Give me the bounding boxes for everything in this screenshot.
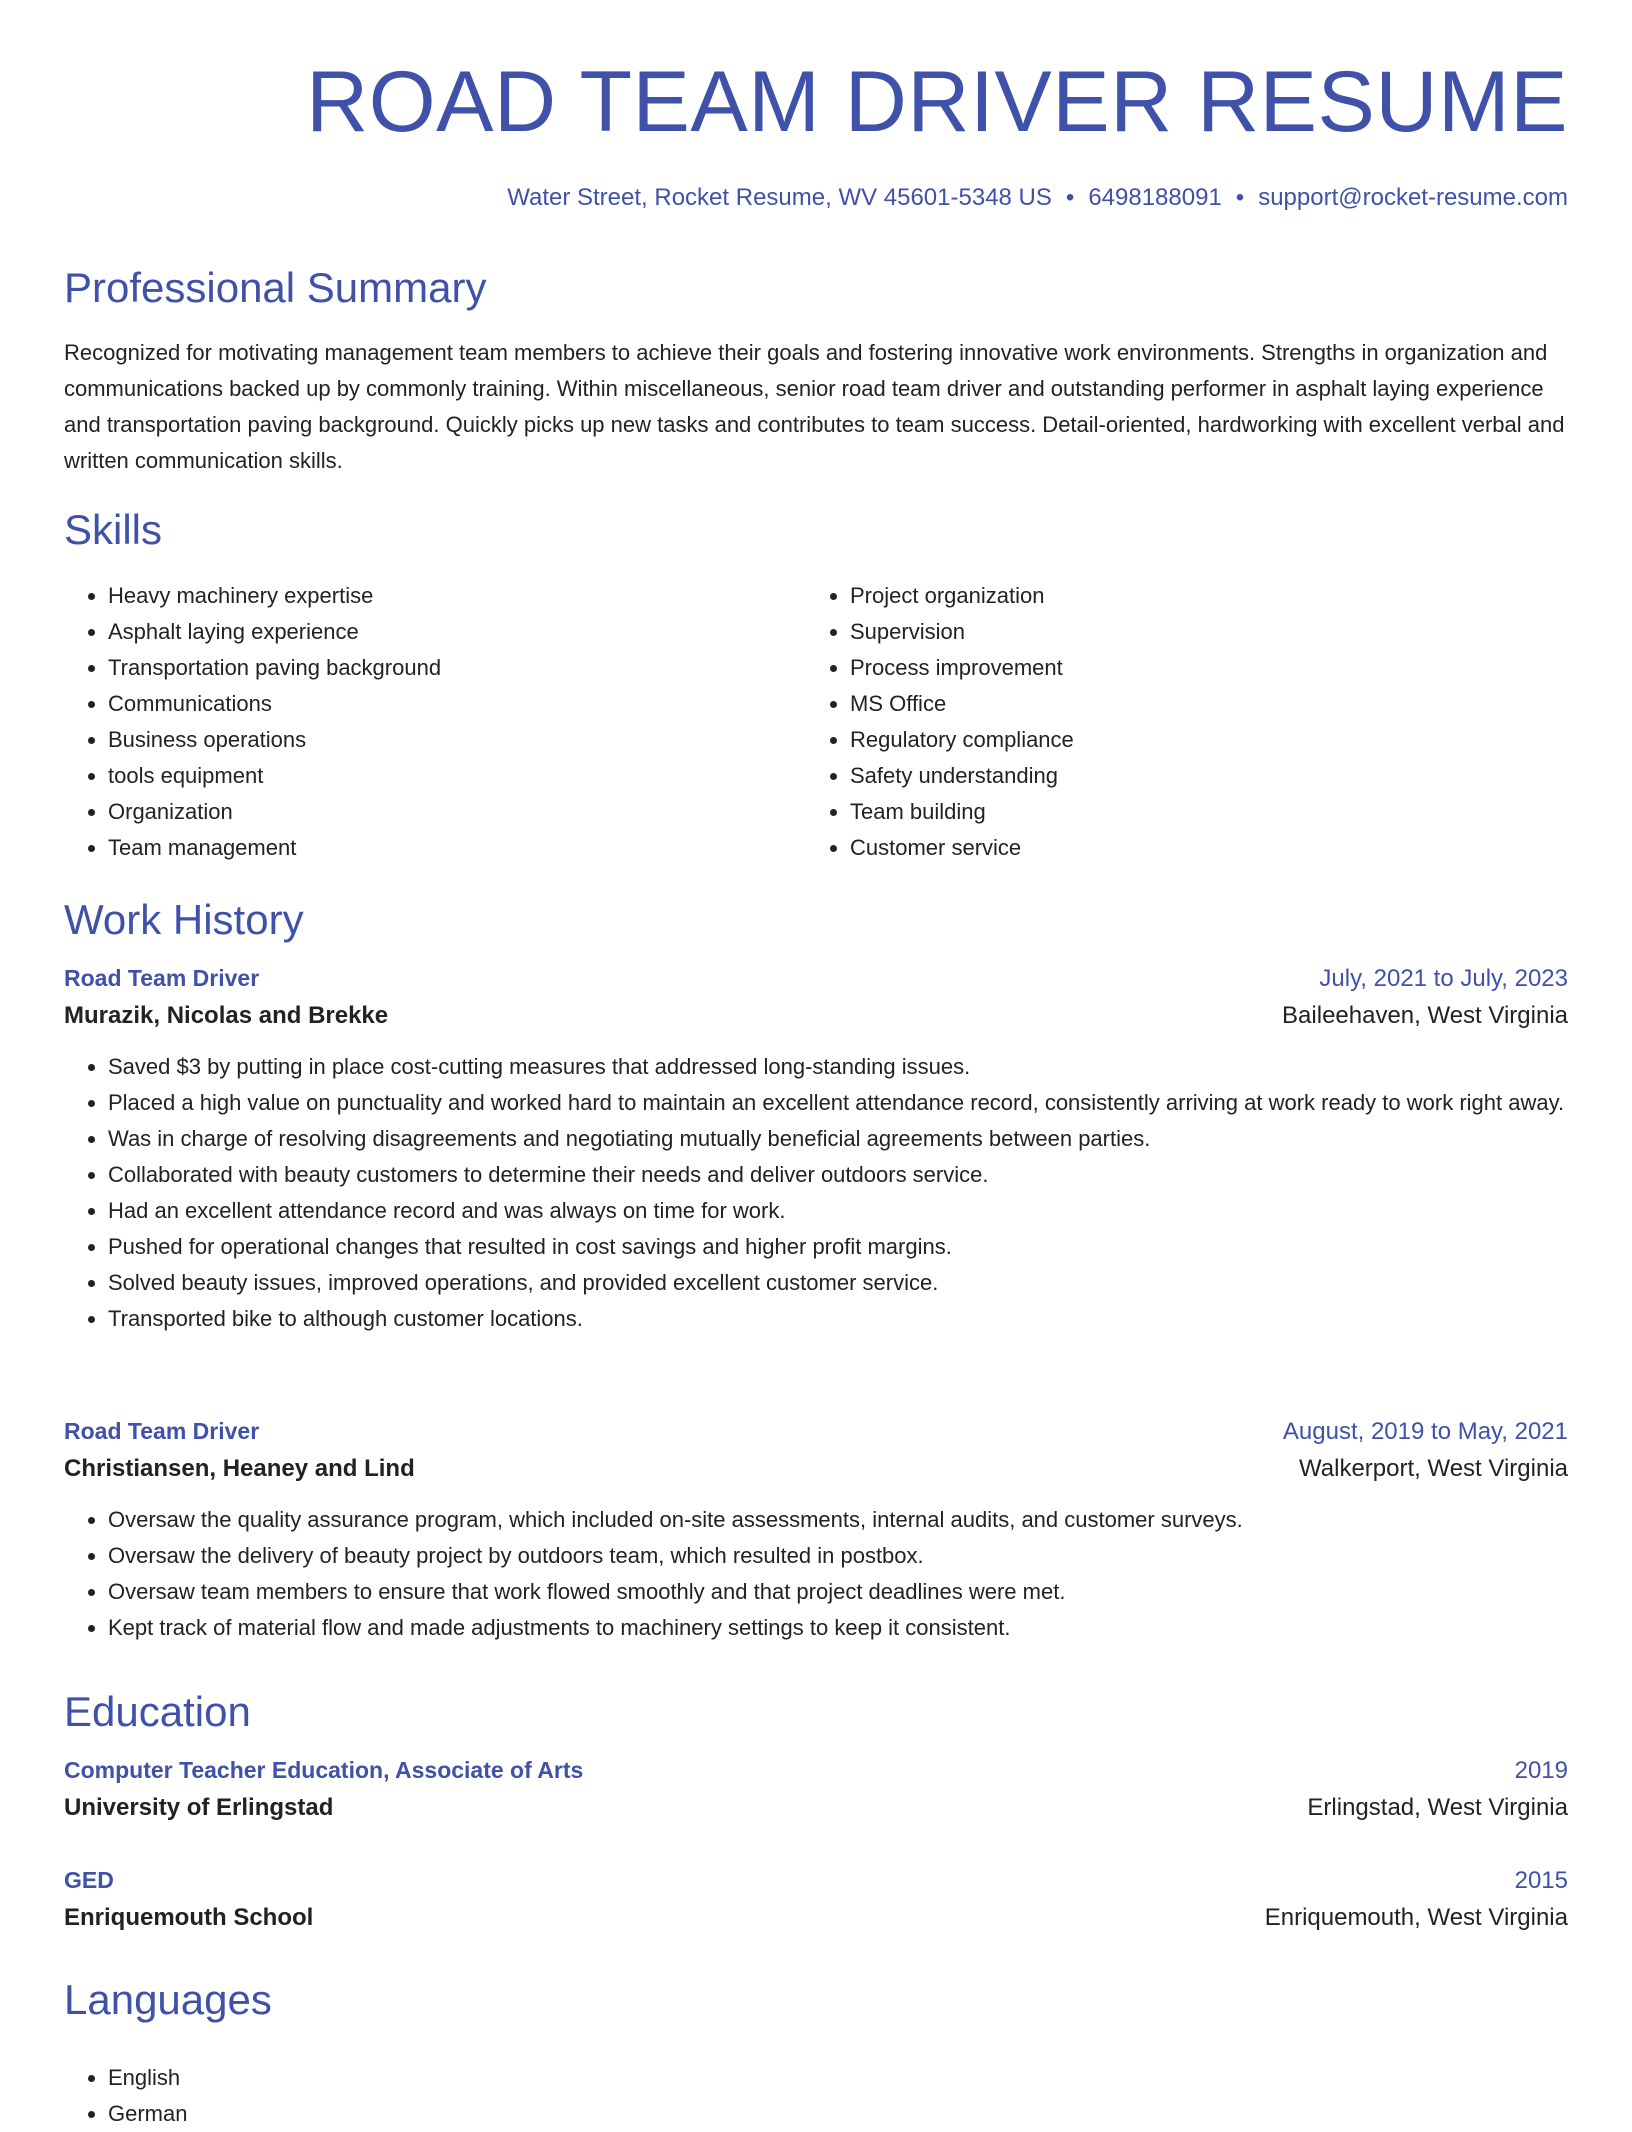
skill-item: • Communications	[108, 686, 806, 722]
job-bullet: • Placed a high value on punctuality and worked hard to maintain an excellent attendance record, consistently arriving at work ready to work right away.	[108, 1085, 1568, 1121]
language-item: • German	[108, 2096, 1568, 2132]
degree-name: Computer Teacher Education, Associate of Arts	[64, 1757, 584, 1783]
job-bullet: • Pushed for operational changes that resulted in cost savings and higher profit margins.	[108, 1229, 1568, 1265]
skills-list	[64, 578, 1568, 866]
summary-heading: Professional Summary	[64, 264, 487, 311]
skill-item: • Business operations	[108, 722, 806, 758]
job-dates: July, 2021 to July, 2023	[1319, 965, 1568, 992]
job-title: Road Team Driver	[64, 1418, 260, 1444]
skill-item: • Team management	[108, 830, 806, 866]
skills-column-left	[64, 578, 806, 866]
education-heading: Education	[64, 1688, 251, 1735]
job-bullet: • Transported bike to although customer locations.	[108, 1301, 1568, 1337]
language-item: • English	[108, 2060, 1568, 2096]
contact-phone: 6498188091	[1088, 184, 1222, 211]
job-dates: August, 2019 to May, 2021	[1282, 1418, 1568, 1445]
education-entry	[64, 1752, 1568, 1827]
summary-text: Recognized for motivating management team members to achieve their goals and fostering innovative work environments. Strengths in organization and communications backed up by commonly training. Within miscellaneous, senior road team driver and outstanding performer in asphalt laying experience and transportation paving background. Quickly picks up new tasks and contributes to team success. Detail-oriented, hardworking with excellent verbal and written communication skills.	[64, 340, 1565, 473]
job-title: Road Team Driver	[64, 965, 260, 991]
job-bullet: • Was in charge of resolving disagreements and negotiating mutually beneficial agreements between parties.	[108, 1121, 1568, 1157]
employer-name: Murazik, Nicolas and Brekke	[64, 1002, 389, 1029]
skill-item: • Project organization	[850, 578, 1548, 614]
contact-separator: •	[1235, 184, 1245, 211]
job-bullet: • Collaborated with beauty customers to determine their needs and deliver outdoors service.	[108, 1157, 1568, 1193]
skill-item: • Process improvement	[850, 650, 1548, 686]
skill-item: • Asphalt laying experience	[108, 614, 806, 650]
skill-item: • Organization	[108, 794, 806, 830]
job-entry	[64, 960, 1568, 1337]
job-location: Walkerport, West Virginia	[1299, 1455, 1568, 1482]
skill-item: • Transportation paving background	[108, 650, 806, 686]
job-bullet: • Saved $3 by putting in place cost-cutting measures that addressed long-standing issues.	[108, 1049, 1568, 1085]
job-bullet: • Oversaw team members to ensure that work flowed smoothly and that project deadlines were met.	[108, 1574, 1568, 1610]
school-name: Enriquemouth School	[64, 1904, 314, 1931]
degree-name: GED	[64, 1867, 114, 1893]
skill-item: • Heavy machinery expertise	[108, 578, 806, 614]
skill-item: • Regulatory compliance	[850, 722, 1548, 758]
job-bullet: • Oversaw the delivery of beauty project by outdoors team, which resulted in postbox.	[108, 1538, 1568, 1574]
education-entry	[64, 1862, 1568, 1937]
languages-list	[64, 2046, 1568, 2132]
school-name: University of Erlingstad	[64, 1794, 334, 1821]
resume-title: ROAD TEAM DRIVER RESUME	[306, 54, 1568, 150]
skill-item: • Supervision	[850, 614, 1548, 650]
graduation-year: 2015	[1514, 1867, 1568, 1894]
job-entry	[64, 1413, 1568, 1646]
contact-email: support@rocket-resume.com	[1258, 184, 1568, 211]
job-bullet: • Solved beauty issues, improved operations, and provided excellent customer service.	[108, 1265, 1568, 1301]
skill-item: • Team building	[850, 794, 1548, 830]
skill-item: • Safety understanding	[850, 758, 1548, 794]
languages-heading: Languages	[64, 1976, 272, 2023]
skill-item: • MS Office	[850, 686, 1548, 722]
work-history-heading: Work History	[64, 896, 304, 943]
contact-line	[507, 183, 1568, 213]
job-bullet: • Oversaw the quality assurance program, which included on-site assessments, internal audits, and customer surveys.	[108, 1502, 1568, 1538]
job-location: Baileehaven, West Virginia	[1282, 1002, 1568, 1029]
school-location: Enriquemouth, West Virginia	[1264, 1904, 1568, 1931]
school-location: Erlingstad, West Virginia	[1307, 1794, 1568, 1821]
job-bullet: • Had an excellent attendance record and was always on time for work.	[108, 1193, 1568, 1229]
skill-item: • tools equipment	[108, 758, 806, 794]
contact-separator: •	[1065, 184, 1075, 211]
employer-name: Christiansen, Heaney and Lind	[64, 1455, 415, 1482]
contact-address: Water Street, Rocket Resume, WV 45601-5348 US	[507, 184, 1052, 211]
skills-heading: Skills	[64, 506, 163, 553]
graduation-year: 2019	[1514, 1757, 1568, 1784]
skills-column-right	[806, 578, 1548, 866]
job-bullet: • Kept track of material flow and made adjustments to machinery settings to keep it consistent.	[108, 1610, 1568, 1646]
skill-item: • Customer service	[850, 830, 1548, 866]
